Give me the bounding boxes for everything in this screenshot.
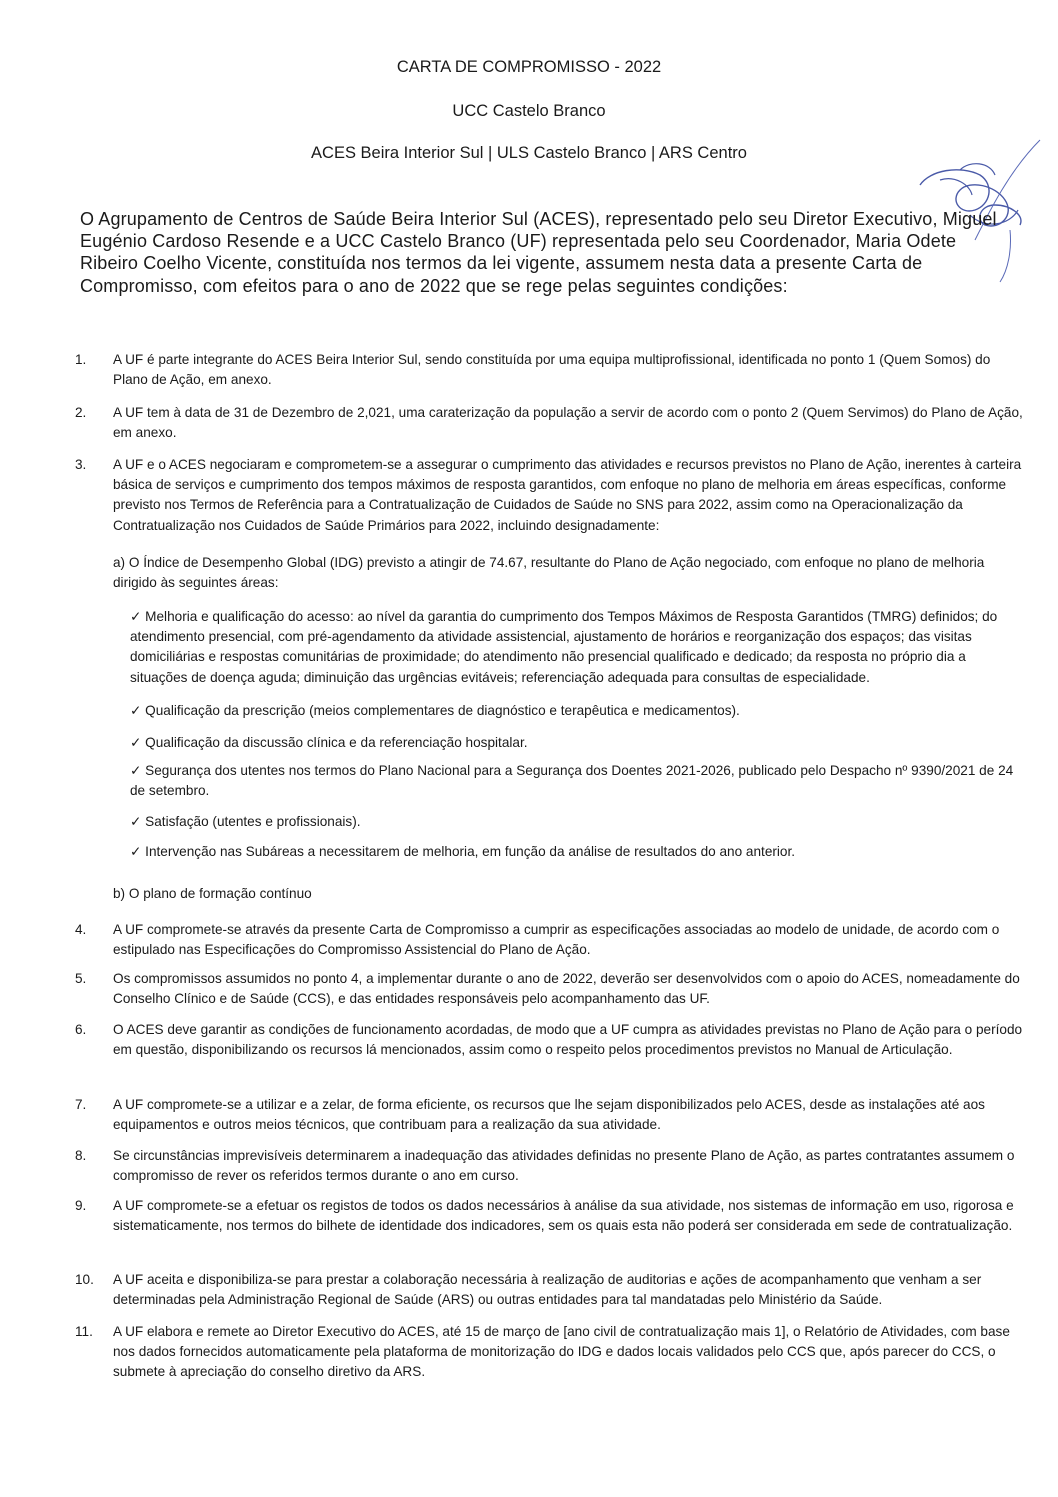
item-text: A UF compromete-se através da presente Carta de Compromisso a cumprir as especificações associadas ao modelo de unidade, de acordo com o estipulado nas Especificações do Compromisso Assistencial do Plano de Ação. [113, 922, 1000, 958]
bullet-item: ✓ Segurança dos utentes nos termos do Plano Nacional para a Segurança dos Doentes 2021-2026, publicado pelo Despacho nº 9390/2021 de 24 de setembro. [130, 763, 1014, 799]
bullet-item: ✓ Intervenção nas Subáreas a necessitarem de melhoria, em função da análise de resultados do ano anterior. [130, 844, 796, 859]
item-number: 5. [75, 971, 87, 986]
list-item-6 [75, 1020, 1025, 1060]
item-number: 3. [75, 457, 87, 472]
item-text: A UF aceita e disponibiliza-se para prestar a colaboração necessária à realização de auditorias e ações de acompanhamento que venham a ser determinadas pela Administração Regional de Saúde (ARS) ou outras entidades para tal mandatadas pelo Ministério da Saúde. [113, 1272, 982, 1308]
item-number: 4. [75, 922, 87, 937]
entities-line: ACES Beira Interior Sul | ULS Castelo Branco | ARS Centro [311, 144, 747, 162]
list-item-5 [75, 969, 1025, 1009]
list-item-4 [75, 920, 1025, 960]
bullet-item: ✓ Qualificação da prescrição (meios complementares de diagnóstico e terapêutica e medicamentos). [130, 703, 740, 718]
bullet-item: ✓ Satisfação (utentes e profissionais). [130, 814, 361, 829]
list-item-3 [75, 455, 1025, 536]
intro-paragraph: O Agrupamento de Centros de Saúde Beira Interior Sul (ACES), representado pelo seu Diretor Executivo, Miguel Eugénio Cardoso Resende e a UCC Castelo Branco (UF) representada pelo seu Coordenador, Maria Odete Ribeiro Coelho Vicente, constituída nos termos da lei vigente, assumem nesta data a presente Carta de Compromisso, com efeitos para o ano de 2022 que se rege pelas seguintes condições: [80, 209, 997, 296]
item-number: 1. [75, 352, 87, 367]
list-item-2 [75, 403, 1025, 443]
list-item-7 [75, 1095, 1025, 1135]
sub-item-b: b) O plano de formação contínuo [113, 886, 312, 901]
list-item-8 [75, 1146, 1025, 1186]
list-item-11 [75, 1322, 1025, 1383]
item-text: Os compromissos assumidos no ponto 4, a implementar durante o ano de 2022, deverão ser desenvolvidos com o apoio do ACES, nomeadamente do Conselho Clínico e de Saúde (CCS), e das entidades responsáveis pelo acompanhamento das UF. [113, 971, 1020, 1007]
item-text: A UF é parte integrante do ACES Beira Interior Sul, sendo constituída por uma equipa multiprofissional, identificada no ponto 1 (Quem Somos) do Plano de Ação, em anexo. [113, 352, 991, 388]
item-number: 7. [75, 1097, 87, 1112]
list-item-10 [75, 1270, 1025, 1310]
unit-name: UCC Castelo Branco [452, 102, 606, 120]
item-number: 9. [75, 1198, 87, 1213]
bullet-item: ✓ Qualificação da discussão clínica e da referenciação hospitalar. [130, 735, 528, 750]
bullet-item: ✓ Melhoria e qualificação do acesso: ao nível da garantia do cumprimento dos Tempos Máximos de Resposta Garantidos (TMRG) definidos; do atendimento presencial, com pré-agendamento da atividade assistencial, ajustamento de horários e reorganização dos espaços; das visitas domiciliárias e respostas comunitárias de proximidade; do atendimento não presencial qualificado e dedicado; da resposta no próprio dia a situações de doença aguda; diminuição das urgências evitáveis; referenciação adequada para consultas de especialidade. [130, 609, 998, 685]
item-number: 2. [75, 405, 87, 420]
list-item-1 [75, 350, 1025, 390]
item-number: 8. [75, 1148, 87, 1163]
item-text: A UF e o ACES negociaram e comprometem-se a assegurar o cumprimento das atividades e recursos previstos no Plano de Ação, inerentes à carteira básica de serviços e cumprimento dos tempos máximos de resposta garantidos, com enfoque no plano de melhoria em áreas específicas, conforme previsto nos Termos de Referência para a Contratualização de Cuidados de Saúde no SNS para 2022, assim como na Operacionalização da Contratualização nos Cuidados de Saúde Primários para 2022, incluindo designadamente: [113, 457, 1022, 533]
item-text: A UF elabora e remete ao Diretor Executivo do ACES, até 15 de março de [ano civil de contratualização mais 1], o Relatório de Atividades, com base nos dados fornecidos automaticamente pela plataforma de monitorização do IDG e dados locais validados pelo CCS que, após parecer do CCS, o submete à apreciação do conselho diretivo da ARS. [113, 1324, 1010, 1380]
item-text: A UF compromete-se a efetuar os registos de todos os dados necessários à análise da sua atividade, nos sistemas de informação em uso, rigorosa e sistematicamente, nos termos do bilhete de identidade dos indicadores, sem os quais esta não poderá ser considerada em sede de contratualização. [113, 1198, 1014, 1234]
item-number: 10. [75, 1272, 94, 1287]
item-text: O ACES deve garantir as condições de funcionamento acordadas, de modo que a UF cumpra as atividades previstas no Plano de Ação para o período em questão, disponibilizando os recursos lá mencionados, assim como o respeito pelos procedimentos previstos no Manual de Articulação. [113, 1022, 1023, 1058]
document-title: CARTA DE COMPROMISSO - 2022 [396, 58, 662, 76]
item-text: A UF compromete-se a utilizar e a zelar, de forma eficiente, os recursos que lhe sejam disponibilizados pelo ACES, desde as instalações até aos equipamentos e outros meios técnicos, que contribuam para a realização da sua atividade. [113, 1097, 985, 1133]
item-text: Se circunstâncias imprevisíveis determinarem a inadequação das atividades definidas no presente Plano de Ação, as partes contratantes assumem o compromisso de rever os referidos termos durante o ano em curso. [113, 1148, 1015, 1184]
item-text: A UF tem à data de 31 de Dezembro de 2,021, uma caraterização da população a servir de acordo com o ponto 2 (Quem Servimos) do Plano de Ação, em anexo. [113, 405, 1023, 441]
item-number: 11. [75, 1324, 93, 1339]
item-number: 6. [75, 1022, 87, 1037]
sub-item-a: a) O Índice de Desempenho Global (IDG) previsto a atingir de 74.67, resultante do Plano de Ação negociado, com enfoque no plano de melhoria dirigido às seguintes áreas: [113, 555, 985, 591]
list-item-9 [75, 1196, 1025, 1236]
